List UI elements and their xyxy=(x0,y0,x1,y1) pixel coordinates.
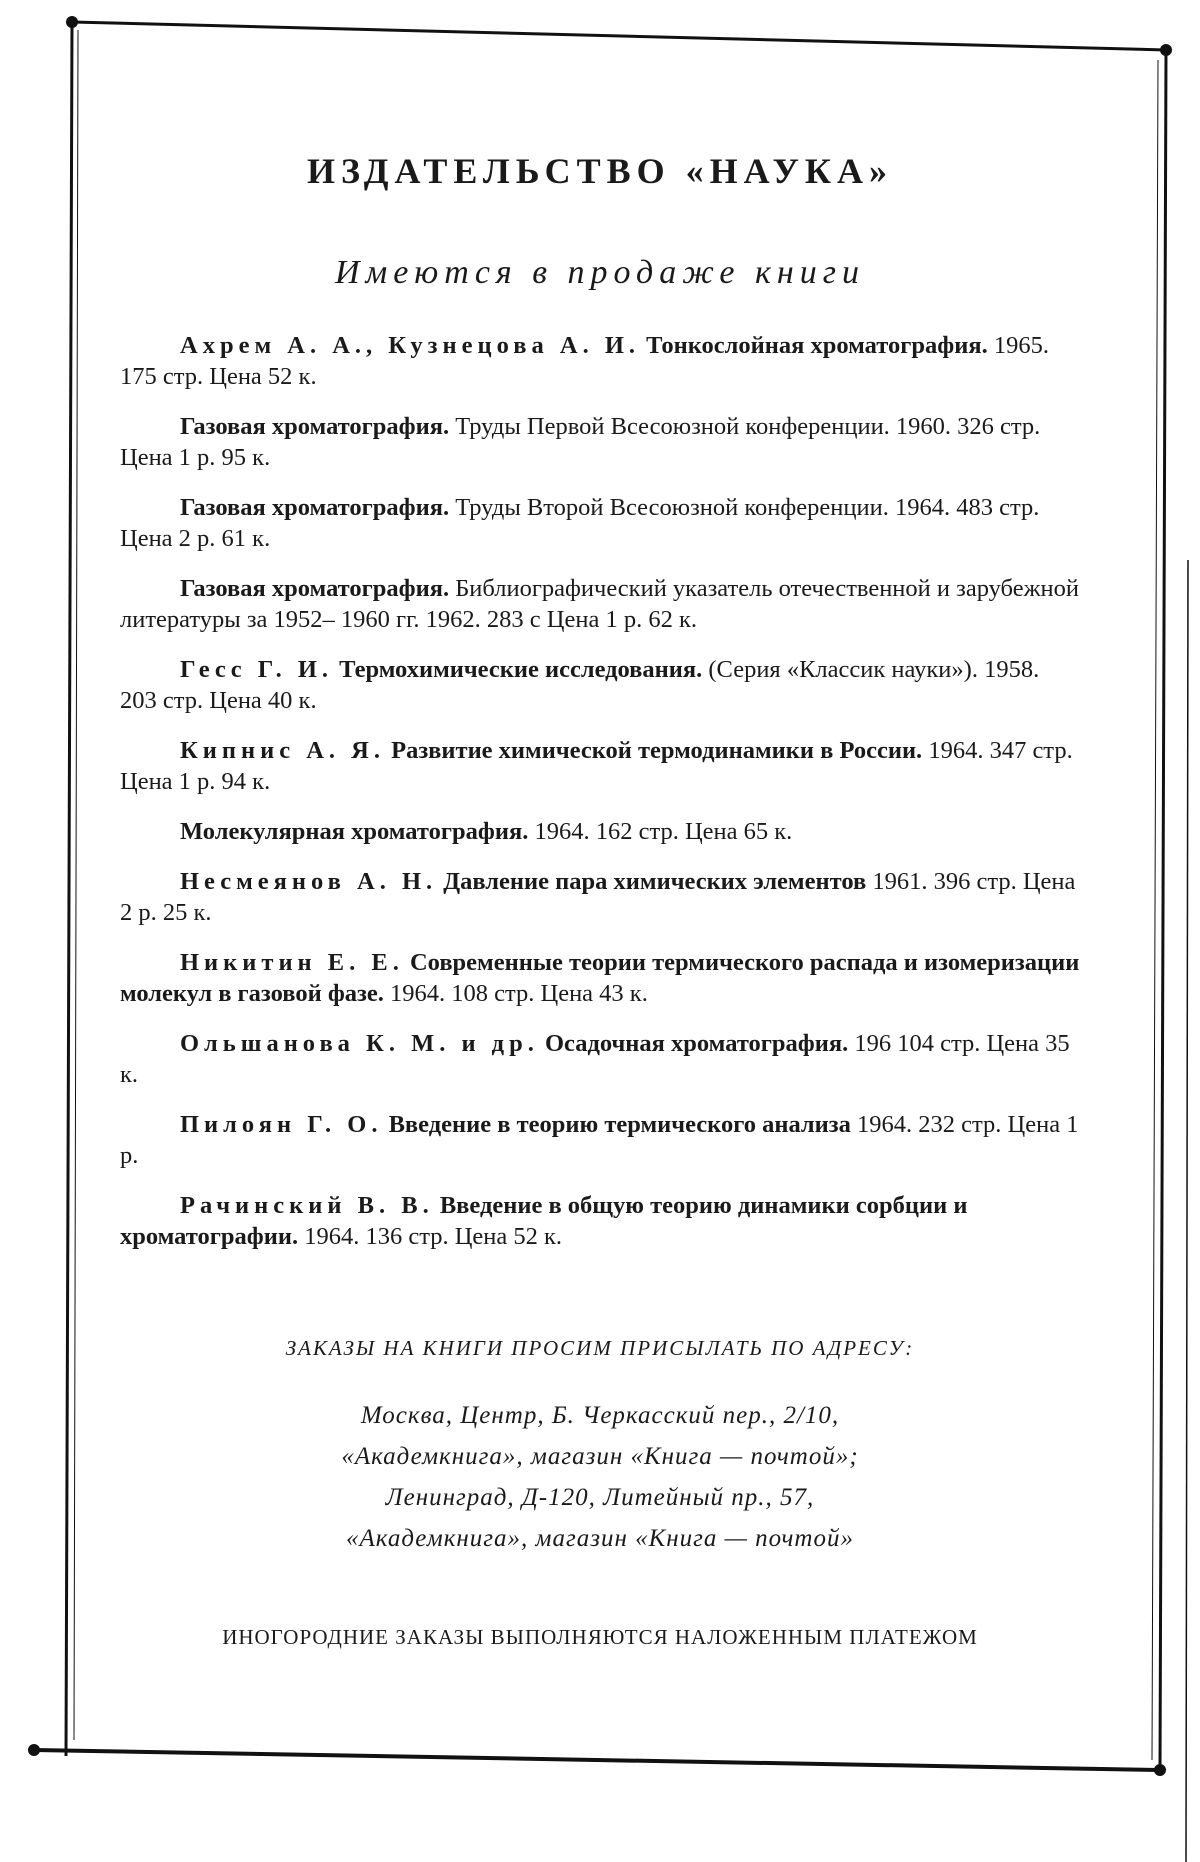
book-entry xyxy=(120,1109,1080,1171)
book-details: 1964. 162 стр. Цена 65 к. xyxy=(534,818,793,845)
book-title: Введение в общую теорию динамики сорбции и хроматографии. xyxy=(120,1192,968,1250)
book-details: 196 104 стр. Цена 35 к. xyxy=(120,1030,1070,1088)
book-title: Термохимические исследования. xyxy=(339,656,703,683)
book-entry xyxy=(120,492,1080,554)
address-line: Москва, Центр, Б. Черкасский пер., 2/10, xyxy=(360,1402,840,1429)
book-details: 1964. 347 стр. Цена 1 р. 94 к. xyxy=(120,737,1073,795)
book-entry xyxy=(120,573,1080,635)
book-title: Современные теории термического распада и изомеризации молекул в газовой фазе. xyxy=(120,949,1080,1007)
book-entry xyxy=(120,866,1080,928)
book-author: Ахрем А. А., Кузнецова А. И. xyxy=(180,332,640,359)
book-entry xyxy=(120,735,1080,797)
book-title: Газовая хроматография. xyxy=(180,575,450,602)
address-line: Ленинград, Д-120, Литейный пр., 57, xyxy=(385,1484,815,1511)
cod-note: ИНОГОРОДНИЕ ЗАКАЗЫ ВЫПОЛНЯЮТСЯ НАЛОЖЕННЫМ ПЛАТЕЖОМ xyxy=(222,1625,978,1649)
book-author: Пилоян Г. О. xyxy=(180,1111,383,1138)
address-line: «Академкнига», магазин «Книга — почтой» xyxy=(345,1525,854,1552)
book-title: Давление пара химических элементов xyxy=(443,868,867,895)
book-entry xyxy=(120,330,1080,392)
book-author: Гесс Г. И. xyxy=(180,656,334,683)
book-author: Никитин Е. Е. xyxy=(180,949,404,976)
book-title: Осадочная хроматография. xyxy=(544,1030,849,1057)
book-details: Труды Второй Всесоюзной конференции. 1964. 483 стр. Цена 2 р. 61 к. xyxy=(120,494,1040,552)
book-title: Развитие химической термодинамики в России. xyxy=(391,737,923,764)
book-entry xyxy=(120,816,1080,847)
book-entry xyxy=(120,1190,1080,1252)
order-address xyxy=(120,1395,1080,1559)
orders-heading: ЗАКАЗЫ НА КНИГИ ПРОСИМ ПРИСЫЛАТЬ ПО АДРЕСУ: xyxy=(285,1336,915,1360)
book-details: 1965. 175 стр. Цена 52 к. xyxy=(120,332,1049,390)
book-author: Рачинский В. В. xyxy=(180,1192,434,1219)
book-entry xyxy=(120,1028,1080,1090)
book-title: Тонкослойная хроматография. xyxy=(646,332,988,359)
book-author: Несмеянов А. Н. xyxy=(180,868,438,895)
book-details: Труды Первой Всесоюзной конференции. 1960. 326 стр. Цена 1 р. 95 к. xyxy=(120,413,1041,471)
book-title: Газовая хроматография. xyxy=(180,494,450,521)
subtitle: Имеются в продаже книги xyxy=(334,254,866,291)
publisher-heading: ИЗДАТЕЛЬСТВО «НАУКА» xyxy=(306,151,894,191)
page-content xyxy=(120,130,1080,1720)
book-author: Ольшанова К. М. и др. xyxy=(180,1030,539,1057)
book-title: Молекулярная хроматография. xyxy=(180,818,529,845)
book-details: Библиографический указатель отечественной и зарубежной литературы за 1952– 1960 гг. 1962. 283 с Цена 1 р. 62 к. xyxy=(120,575,1079,633)
book-entry xyxy=(120,947,1080,1009)
book-details: 1964. 108 стр. Цена 43 к. xyxy=(390,980,648,1007)
book-details: (Серия «Классик науки»). 1958. 203 стр. Цена 40 к. xyxy=(120,656,1040,714)
address-line: «Академкнига», магазин «Книга — почтой»; xyxy=(341,1443,859,1470)
book-entry xyxy=(120,411,1080,473)
book-title: Газовая хроматография. xyxy=(180,413,450,440)
book-author: Кипнис А. Я. xyxy=(180,737,385,764)
book-list xyxy=(120,330,1080,1252)
book-entry xyxy=(120,654,1080,716)
book-details: 1961. 396 стр. Цена 2 р. 25 к. xyxy=(120,868,1076,926)
book-details: 1964. 232 стр. Цена 1 р. xyxy=(120,1111,1079,1169)
book-details: 1964. 136 стр. Цена 52 к. xyxy=(304,1223,563,1250)
book-title: Введение в теорию термического анализа xyxy=(388,1111,851,1138)
